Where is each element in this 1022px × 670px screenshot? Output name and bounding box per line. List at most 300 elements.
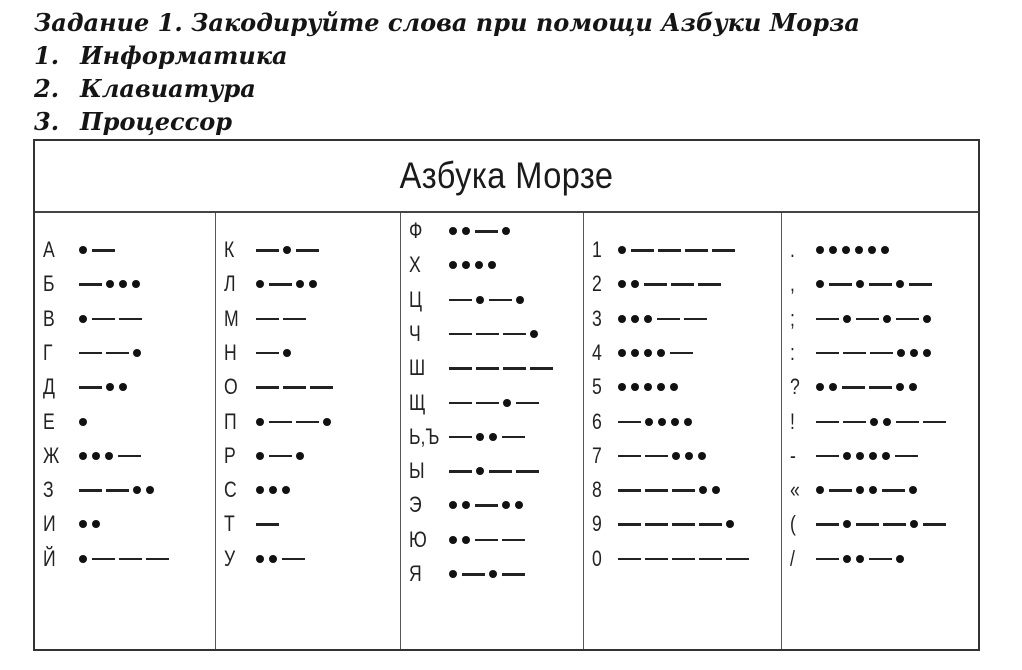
morse-dash [882,489,905,492]
morse-dash [296,249,319,252]
morse-dot [146,486,154,494]
morse-dash [923,421,946,424]
task-item-text: Клавиатура [80,74,256,103]
morse-dash [296,421,319,424]
morse-dot [256,280,264,288]
morse-row [216,507,400,541]
morse-dot [923,315,931,323]
morse-dash [856,523,879,526]
morse-dash [79,352,102,355]
morse-dash [449,470,472,473]
morse-dot [843,452,851,460]
morse-row [782,507,980,541]
task-item-text: Информатика [80,41,288,70]
morse-row [782,439,980,473]
morse-symbol: : [790,339,795,365]
morse-dash [699,558,722,561]
morse-dot [105,452,113,460]
morse-symbol: 3 [592,305,602,331]
morse-row [401,420,583,454]
morse-dot [79,452,87,460]
morse-column [216,213,401,649]
morse-dot [516,296,524,304]
morse-symbol: Д [43,374,55,400]
morse-symbol: - [790,442,796,468]
morse-dot [462,501,470,509]
morse-dot [133,486,141,494]
morse-dot [816,246,824,254]
morse-dash [119,318,142,321]
morse-dot [657,383,665,391]
morse-dash [618,421,641,424]
morse-dash [816,523,839,526]
morse-dash [530,367,553,370]
morse-dash [449,436,472,439]
morse-dot [269,555,277,563]
morse-dot [684,418,692,426]
morse-dot [476,467,484,475]
morse-dot [92,520,100,528]
morse-row [401,557,583,591]
morse-dot [816,486,824,494]
morse-row [401,454,583,488]
morse-dash [816,455,839,458]
morse-dash [449,333,472,336]
morse-dash [726,558,749,561]
morse-dot [829,383,837,391]
morse-row [401,386,583,420]
morse-symbol: ; [790,305,795,331]
morse-dash [895,455,918,458]
morse-row [584,302,781,336]
morse-dash [843,421,866,424]
morse-column [35,213,216,649]
morse-dot [79,555,87,563]
morse-dot [671,418,679,426]
morse-symbol: , [790,271,795,297]
morse-dot [631,280,639,288]
morse-dash [79,283,102,286]
morse-symbol: Э [409,492,422,518]
morse-symbol: Ч [409,320,421,346]
morse-dot [870,418,878,426]
table-title: Азбука Морзе [399,155,614,196]
morse-symbol: Щ [409,389,426,415]
morse-dot [868,246,876,254]
morse-dot [489,433,497,441]
morse-symbol: 6 [592,408,602,434]
morse-dash [869,283,892,286]
morse-dot [698,452,706,460]
morse-symbol: Х [409,252,421,278]
morse-dot [712,486,720,494]
morse-column [401,213,584,649]
morse-dot [618,383,626,391]
morse-dot [618,349,626,357]
morse-dash [842,386,865,389]
morse-dot [896,383,904,391]
morse-symbol: Ю [409,526,427,552]
morse-row [216,473,400,507]
morse-dot [856,555,864,563]
morse-symbol: ( [790,511,796,537]
morse-row [782,370,980,404]
morse-dot [644,349,652,357]
morse-symbol: А [43,237,55,262]
morse-row [584,370,781,404]
morse-dash [256,249,279,252]
morse-dot [672,452,680,460]
morse-dash [256,318,279,321]
morse-dot [256,452,264,460]
morse-dash [645,489,668,492]
morse-dash [256,523,279,526]
morse-dash [699,523,722,526]
morse-row [35,405,215,439]
morse-symbol: Ы [409,458,425,484]
morse-dot [883,418,891,426]
morse-symbol: З [43,477,54,503]
morse-dot [618,280,626,288]
task-item-number: 3. [34,107,60,136]
morse-row [216,336,400,370]
morse-dot [645,418,653,426]
morse-row [584,507,781,541]
morse-dash [283,386,306,389]
morse-symbol: / [790,545,795,571]
morse-dot [910,349,918,357]
morse-dash [896,318,919,321]
morse-dot [856,486,864,494]
morse-dot [816,280,824,288]
morse-dash [475,230,498,233]
morse-dot [256,486,264,494]
morse-row [401,283,583,317]
morse-dash [256,386,279,389]
morse-dash [909,283,932,286]
morse-dash [502,539,525,542]
morse-dash [672,558,695,561]
morse-row [216,370,400,404]
morse-dash [269,421,292,424]
morse-dot [910,520,918,528]
morse-dot [843,315,851,323]
morse-dot [79,520,87,528]
morse-dot [515,501,523,509]
morse-dot [618,246,626,254]
morse-dot [530,330,538,338]
morse-symbol: Ц [409,286,423,312]
morse-dash [476,367,499,370]
morse-symbol: О [224,374,238,400]
morse-dash [816,352,839,355]
morse-dash [645,455,668,458]
morse-row [35,473,215,507]
morse-dash [896,421,919,424]
morse-dash [816,558,839,561]
morse-symbol: 9 [592,511,602,537]
morse-dash [869,386,892,389]
morse-symbol: 2 [592,271,602,297]
morse-dash [670,352,693,355]
morse-dash [92,249,115,252]
morse-dash [462,573,485,576]
morse-dash [516,402,539,405]
morse-dot [644,383,652,391]
morse-dot [923,349,931,357]
morse-dash [829,489,852,492]
task-item-number: 2. [34,74,60,103]
task-item-2 [34,72,860,105]
morse-dash [106,352,129,355]
morse-dot [475,261,483,269]
morse-dot [670,383,678,391]
morse-dot [843,520,851,528]
morse-dash [146,558,169,561]
morse-dash [645,558,668,561]
morse-row [584,439,781,473]
morse-dot [119,383,127,391]
morse-dot [829,246,837,254]
morse-dot [283,246,291,254]
morse-dash [476,333,499,336]
morse-dash [658,249,681,252]
morse-symbol: 0 [592,545,602,571]
morse-symbol: 1 [592,237,602,262]
morse-row [35,439,215,473]
morse-dot [896,280,904,288]
morse-row [782,473,980,507]
morse-column [782,213,980,649]
morse-dash [118,455,141,458]
morse-dot [882,452,890,460]
morse-symbol: 8 [592,477,602,503]
morse-symbol: М [224,305,239,331]
task-block [34,6,860,138]
morse-dot [657,349,665,357]
morse-dot [881,246,889,254]
morse-symbol: У [224,545,236,571]
morse-dot [502,501,510,509]
morse-dot [92,452,100,460]
morse-dot [309,280,317,288]
morse-dash [672,489,695,492]
morse-symbol: . [790,237,795,262]
morse-dash [503,333,526,336]
morse-row [35,267,215,301]
table-columns [35,213,978,649]
morse-dash [671,283,694,286]
morse-dot [869,486,877,494]
morse-dot [323,418,331,426]
morse-dot [269,486,277,494]
morse-dot [476,296,484,304]
morse-dash [106,489,129,492]
morse-dot [856,452,864,460]
morse-row [401,523,583,557]
morse-row [584,405,781,439]
morse-dot [79,246,87,254]
morse-dot [869,452,877,460]
morse-dot [449,570,457,578]
morse-symbol: Р [224,442,236,468]
morse-dot [283,349,291,357]
morse-dash [843,352,866,355]
morse-dash [449,367,472,370]
morse-dot [462,536,470,544]
morse-dash [79,386,102,389]
morse-symbol: Ш [409,355,426,381]
morse-dot [296,452,304,460]
morse-dash [502,436,525,439]
morse-dot [685,452,693,460]
morse-dash [923,523,946,526]
task-item-text: Процессор [80,107,233,136]
morse-row [216,233,400,267]
morse-dash [698,283,721,286]
morse-dash [475,504,498,507]
morse-dot [106,280,114,288]
morse-dash [869,558,892,561]
morse-dot [843,555,851,563]
morse-symbol: И [43,511,56,537]
morse-symbol: Т [224,511,235,537]
morse-dot [909,383,917,391]
morse-row [584,336,781,370]
morse-dot [449,536,457,544]
morse-dash [489,299,512,302]
morse-dot [256,418,264,426]
task-item-3 [34,105,860,138]
morse-symbol: 5 [592,374,602,400]
morse-dot [658,418,666,426]
morse-dot [462,227,470,235]
morse-dot [855,246,863,254]
morse-dot [133,349,141,357]
morse-dash [684,318,707,321]
morse-dash [282,558,305,561]
morse-row [35,336,215,370]
morse-dot [896,555,904,563]
task-item-1 [34,39,860,72]
morse-dot [503,399,511,407]
morse-dot [644,315,652,323]
morse-symbol: Л [224,271,236,297]
morse-symbol: 4 [592,339,602,365]
morse-dash [829,283,852,286]
morse-dash [79,489,102,492]
morse-dash [119,558,142,561]
morse-symbol: П [224,408,237,434]
morse-symbol: В [43,305,55,331]
morse-dot [119,280,127,288]
morse-symbol: 7 [592,442,602,468]
morse-dot [79,418,87,426]
morse-dash [92,318,115,321]
morse-dash [672,523,695,526]
morse-symbol: Б [43,271,55,297]
morse-dash [269,455,292,458]
morse-dash [489,470,512,473]
morse-row [584,542,781,576]
morse-symbol: ? [790,374,800,400]
morse-dot [842,246,850,254]
morse-dash [516,470,539,473]
morse-dash [92,558,115,561]
table-header [35,141,978,213]
morse-row [216,267,400,301]
morse-dot [502,227,510,235]
morse-row [216,439,400,473]
morse-row [584,233,781,267]
morse-dash [502,573,525,576]
morse-dot [282,486,290,494]
morse-row [782,336,980,370]
morse-dash [283,318,306,321]
morse-code-table [33,139,980,651]
morse-symbol: Й [43,545,56,571]
morse-dash [870,352,893,355]
morse-dot [476,433,484,441]
morse-dot [699,486,707,494]
morse-dash [685,249,708,252]
morse-row [782,267,980,301]
morse-dash [644,283,667,286]
morse-row [216,405,400,439]
morse-dot [449,261,457,269]
morse-row [584,473,781,507]
morse-dash [645,523,668,526]
morse-dot [726,520,734,528]
morse-dash [816,421,839,424]
morse-symbol: Н [224,339,237,365]
morse-symbol: Ж [43,442,60,468]
morse-dot [256,555,264,563]
morse-row [35,542,215,576]
morse-dot [909,486,917,494]
morse-dash [816,318,839,321]
morse-row [401,214,583,248]
morse-column [584,213,782,649]
morse-dash [503,367,526,370]
morse-symbol: Ф [409,218,423,243]
morse-dot [618,315,626,323]
morse-dash [657,318,680,321]
morse-dot [449,501,457,509]
morse-row [401,248,583,282]
morse-dot [816,383,824,391]
morse-dot [132,280,140,288]
morse-dash [475,539,498,542]
morse-row [782,302,980,336]
morse-symbol: « [790,477,800,503]
morse-row [35,302,215,336]
morse-row [216,302,400,336]
morse-dot [488,261,496,269]
morse-row [35,370,215,404]
morse-dash [618,523,641,526]
morse-dash [310,386,333,389]
morse-dash [712,249,735,252]
morse-row [782,542,980,576]
morse-dash [449,402,472,405]
morse-row [782,233,980,267]
morse-dot [462,261,470,269]
morse-symbol: С [224,477,237,503]
morse-dash [618,455,641,458]
morse-row [216,542,400,576]
morse-dash [269,283,292,286]
